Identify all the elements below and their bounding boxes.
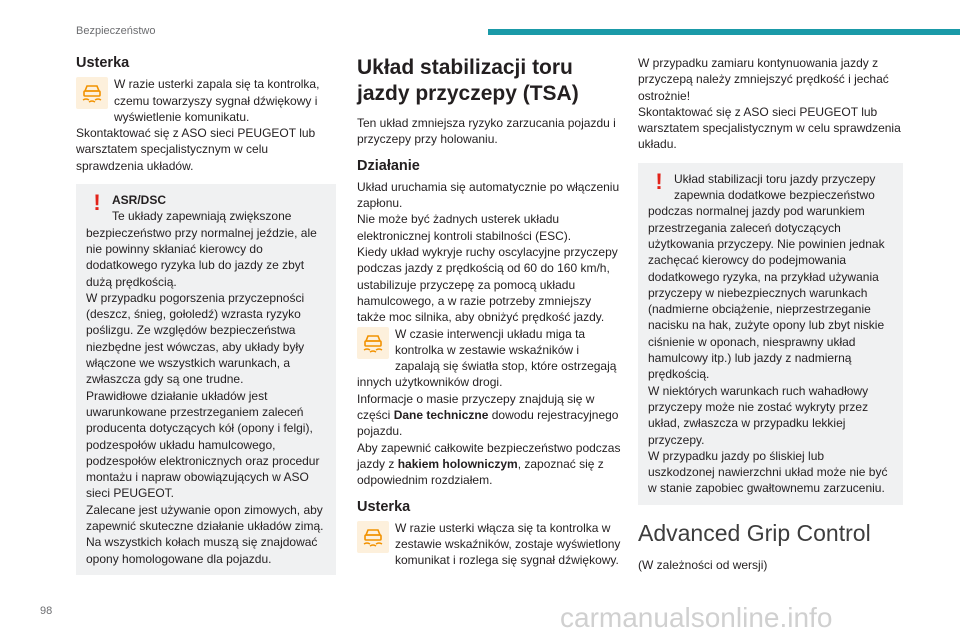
tsa-box-p2: W niektórych warunkach ruch wahadłowy przyczepy może nie zostać wykryty przez układ, zwłaszcza w przypadku lekkiej przyczepy.	[648, 383, 869, 447]
column-3	[638, 55, 903, 573]
esc-skid-warning-icon	[76, 77, 108, 109]
exclamation-icon: !	[655, 168, 663, 194]
tsa-box-p3: W przypadku jazdy po śliskiej lub uszkodzonej nawierzchni układ może nie być w stanie zapobiec gwałtownemu zarzuceniu.	[648, 448, 888, 496]
tsa-warning-box	[638, 163, 903, 505]
header-section-label: Bezpieczeństwo	[76, 25, 156, 37]
tsa-intro: Ten układ zmniejsza ryzyko zarzucania pojazdu i przyczepy przy holowaniu.	[357, 116, 616, 147]
dzialanie-p1: Układ uruchamia się automatycznie po włączeniu zapłonu.	[357, 179, 620, 211]
dzialanie-p6: Aby zapewnić całkowite bezpieczeństwo podczas jazdy z hakiem holowniczym, zapoznać się z odpowiednim rozdziałem.	[357, 440, 621, 488]
tsa-title: Układ stabilizacji toru jazdy przyczepy (TSA)	[357, 56, 579, 105]
dzialanie-p3: Kiedy układ wykryje ruchy oscylacyjne przyczepy podczas jazdy z prędkością od 60 do 160 km/h, ustabilizuje przyczepę za pomocą układu hamulcowego, a w razie potrzeby zmniejszy także moc silnika, aby obniżyć prędkość jazdy.	[357, 245, 618, 325]
usterka-tsa-text: W razie usterki włącza się ta kontrolka w zestawie wskaźników, zostaje wyświetlony komunikat i rozlega się sygnał dźwiękowy.	[395, 520, 621, 568]
watermark: carmanualsonline.info	[560, 602, 833, 633]
column-2	[357, 55, 622, 569]
tsa-box-p1: Układ stabilizacji toru jazdy przyczepy zapewnia dodatkowe bezpieczeństwo podczas normalnej jazdy pod warunkiem przestrzegania zaleceń dotyczących użytkowania przyczepy. Nie powinien jednak zachęcać kierowcy do podejmowania dodatkowego ryzyka, na przykład używania przyczepy w niebezpiecznych warunkach (nadmierne obciążenie, nieprzestrzeganie nacisku na hak, zużyte opony lub zbyt niskie ciśnienie w oponach, niesprawny układ hamulcowy itp.) lub jazdy z nadmierną prędkością.	[648, 171, 885, 382]
esc-skid-warning-icon	[357, 521, 389, 553]
usterka-text-2: Skontaktować się z ASO sieci PEUGEOT lub warsztatem specjalistycznym w celu sprawdzenia układów.	[76, 126, 316, 173]
dzialanie-p4: W czasie interwencji układu miga ta kontrolka w zestawie wskaźników i zapalają się światła stop, które ostrzegają innych użytkowników drogi.	[357, 326, 617, 390]
warning-lamp-paragraph	[76, 76, 336, 125]
heading-dzialanie: Działanie	[357, 157, 420, 174]
warning-paragraph-1: Te układy zapewniają zwiększone bezpieczeństwo przy normalnej jeździe, ale nie powinny skłaniać kierowcy do dodatkowego ryzyka lub do jazdy ze zbyt dużą prędkością.	[86, 209, 317, 289]
heading-usterka-2: Usterka	[357, 498, 411, 515]
tsa-lamp-paragraph	[357, 326, 622, 391]
esc-skid-warning-icon	[357, 327, 389, 359]
column-1	[76, 55, 336, 585]
heading-usterka-1: Usterka	[76, 55, 130, 71]
warning-paragraph-4: Zalecane jest używanie opon zimowych, aby zapewnić skuteczne działanie układów zimą. Na wszystkich kołach muszą się znajdować opony homologowane dla pojazdu.	[86, 502, 324, 566]
dzialanie-p2: Nie może być żadnych usterek układu elektronicznej kontroli stabilności (ESC).	[357, 212, 572, 243]
asr-dsc-warning-box	[76, 184, 336, 575]
advanced-grip-title: Advanced Grip Control	[638, 519, 871, 546]
usterka-text-1: W razie usterki zapala się ta kontrolka, czemu towarzyszy sygnał dźwiękowy i wyświetlenie komunikatu.	[114, 77, 320, 124]
warning-paragraph-3: Prawidłowe działanie układów jest uwarunkowane przestrzeganiem zaleceń producenta dotyczących kół (opony i felgi), podzespołów układu hamulcowego, podzespołów elektronicznych oraz procedur montażu i napraw obowiązujących w ASO sieci PEUGEOT.	[86, 388, 320, 501]
warning-paragraph-2: W przypadku pogorszenia przyczepności (deszcz, śnieg, gołoledź) wzrasta ryzyko poślizgu. Ze względów bezpieczeństwa niezbędne jest wówczas, aby układy były włączone we wszystkich warunkach, a zwłaszcza gdy są one trudne.	[86, 290, 305, 387]
col3-p1: W przypadku zamiaru kontynuowania jazdy z przyczepą należy zmniejszyć prędkość i jechać ostrożnie!	[638, 56, 889, 103]
col3-p2: Skontaktować się z ASO sieci PEUGEOT lub warsztatem specjalistycznym w celu sprawdzenia układu.	[638, 104, 901, 152]
dzialanie-p5: Informacje o masie przyczepy znajdują się w części Dane techniczne dowodu rejestracyjnego pojazdu.	[357, 391, 619, 439]
exclamation-icon: !	[93, 190, 101, 216]
advanced-grip-subtitle: (W zależności od wersji)	[638, 557, 768, 572]
header-accent-bar	[488, 29, 960, 35]
tsa-fault-paragraph	[357, 520, 622, 569]
page-number: 98	[40, 605, 53, 617]
warning-title: ASR/DSC	[112, 193, 167, 208]
